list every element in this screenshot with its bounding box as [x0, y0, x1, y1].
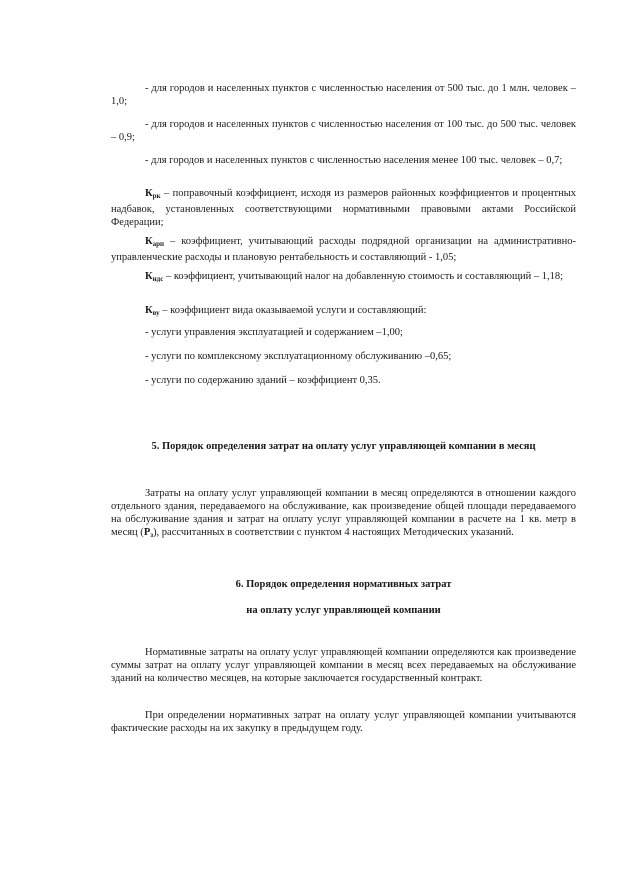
coef-rk-text: – поправочный коэффициент, исходя из размеров районных коэффициентов и процентных надбавок, установленных соответствующими нормативными правовыми актами Российской Федерации;	[111, 188, 576, 228]
coef-vu-text: – коэффициент вида оказываемой услуги и составляющий:	[159, 305, 427, 316]
coef-rk-definition	[111, 187, 576, 229]
bullet-city-medium: - для городов и населенных пунктов с численностью населения от 100 тыс. до 500 тыс. человек – 0,9;	[111, 119, 576, 143]
p-z-symbol: $Р_з$	[143, 527, 154, 539]
service-complex: - услуги по комплексному эксплуатационному обслуживанию –0,65;	[145, 351, 452, 362]
section-6-heading-line2: на оплату услуг управляющей компании	[246, 605, 441, 616]
section-5-heading: 5. Порядок определения затрат на оплату услуг управляющей компании в месяц	[151, 441, 536, 452]
coef-vu-definition	[111, 304, 576, 320]
service-management: - услуги управления эксплуатацией и содержанием –1,00;	[145, 327, 403, 338]
section-6-paragraph-1: Нормативные затраты на оплату услуг управляющей компании определяются как произведение суммы затрат на оплату услуг управляющей компании в месяц всех передаваемых на обслуживание зданий на количество месяцев, на которые заключается государственный контракт.	[111, 647, 576, 684]
coef-nds-definition	[111, 270, 576, 286]
coef-rk-symbol: $К_{рк}$	[145, 188, 161, 200]
coef-arp-text: – коэффициент, учитывающий расходы подрядной организации на административно-управленческие расходы и плановую рентабельность и составляющий - 1,05;	[111, 236, 576, 263]
bullet-city-small: - для городов и населенных пунктов с численностью населения менее 100 тыс. человек – 0,7;	[145, 155, 563, 166]
coef-vu-symbol: $К_{ву}$	[145, 305, 160, 317]
section-6-heading-line1: 6. Порядок определения нормативных затрат	[235, 579, 452, 590]
coef-arp-definition	[111, 235, 576, 264]
service-maintenance: - услуги по содержанию зданий – коэффициент 0,35.	[145, 375, 381, 386]
coef-nds-text: – коэффициент, учитывающий налог на добавленную стоимость и составляющий – 1,18;	[163, 271, 564, 282]
section-6-paragraph-2: При определении нормативных затрат на оплату услуг управляющей компании учитываются фактические расходы на их закупку в предыдущем году.	[111, 710, 576, 734]
coef-arp-symbol: $К_{арп}$	[145, 236, 165, 248]
section-5-paragraph: Затраты на оплату услуг управляющей компании в месяц определяются в отношении каждого отдельного здания, передаваемого на обслуживание, как произведение общей площади передаваемого на обслуживание здания и затрат на оплату услуг управляющей компании в расчете на 1 кв. метр в месяц $(Р_з)$, рассчитанных в соответствии с пунктом 4 настоящих Методических указаний.	[111, 488, 576, 539]
coef-nds-symbol: $К_{ндс}$	[145, 271, 164, 283]
bullet-city-large: - для городов и населенных пунктов с численностью населения от 500 тыс. до 1 млн. человек – 1,0;	[111, 83, 576, 107]
